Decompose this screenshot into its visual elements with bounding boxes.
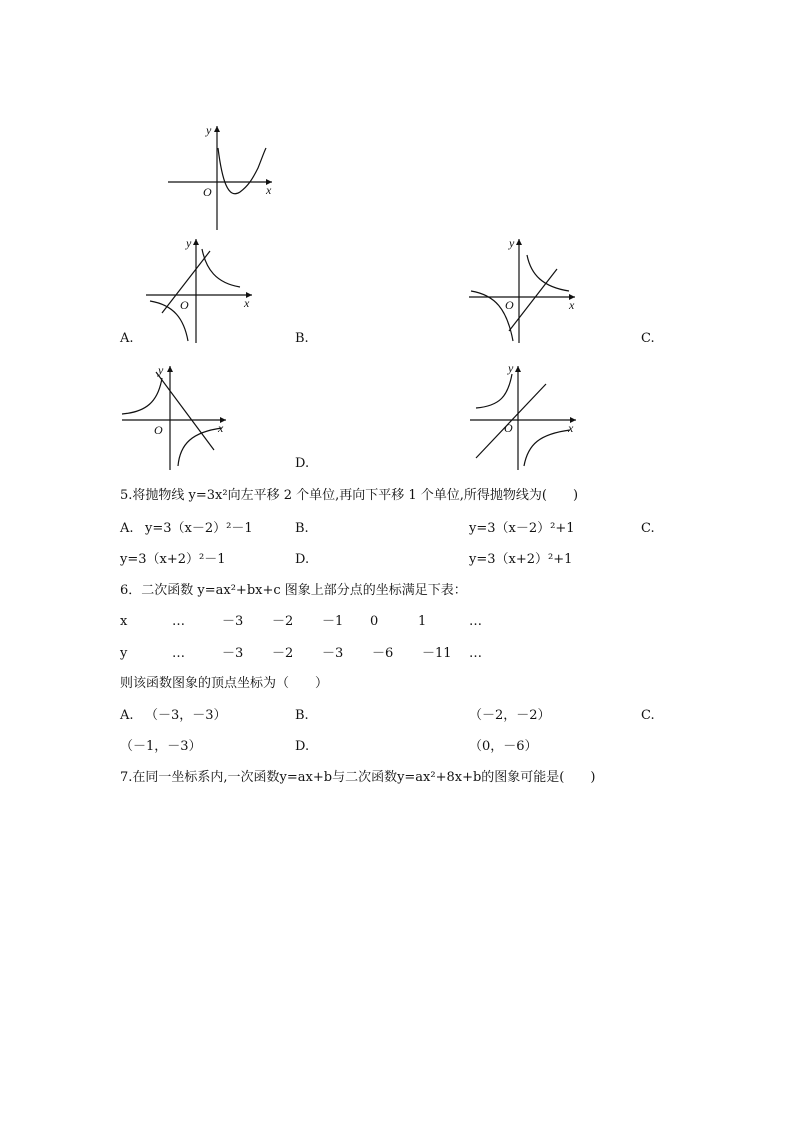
- x-axis-label: x: [244, 296, 250, 310]
- y-axis-label: y: [508, 361, 514, 375]
- q5-option-c-text[interactable]: y=3（x+2）²－1: [120, 552, 226, 567]
- q6-option-a-text[interactable]: （－3，－3）: [145, 708, 227, 723]
- q6-option-c-text[interactable]: （－1，－3）: [120, 739, 202, 754]
- hyperbola-branch-1: [122, 378, 162, 414]
- q6-option-a-label[interactable]: A.: [120, 708, 134, 723]
- q5-option-d-label[interactable]: D.: [295, 552, 310, 567]
- y-axis-arrow: [515, 366, 521, 372]
- table-cell: －2: [272, 614, 294, 629]
- table-cell: －3: [222, 614, 244, 629]
- line-graph: [156, 372, 214, 450]
- q6-option-d-label[interactable]: D.: [295, 739, 310, 754]
- table-cell: －3: [222, 646, 244, 661]
- q6-option-b-label[interactable]: B.: [295, 708, 309, 723]
- table-cell: －1: [322, 614, 344, 629]
- y-axis-arrow: [214, 126, 220, 132]
- y-axis-label: y: [206, 123, 212, 137]
- q4-option-a-label[interactable]: A.: [120, 331, 134, 346]
- q5-option-b-label[interactable]: B.: [295, 521, 309, 536]
- option-b-graph: [465, 233, 585, 345]
- origin-label: O: [180, 298, 189, 312]
- table-cell: …: [172, 614, 185, 629]
- table-cell: －2: [272, 646, 294, 661]
- hyperbola-branch-1: [476, 374, 512, 408]
- origin-label: O: [203, 185, 212, 199]
- q5-option-a-text[interactable]: y=3（x－2）²－1: [145, 521, 253, 536]
- option-d-graph: [466, 360, 586, 472]
- origin-label: O: [504, 421, 513, 435]
- q6-option-d-text[interactable]: （0，－6）: [469, 739, 538, 754]
- hyperbola-branch-2: [524, 430, 570, 466]
- q6-option-b-text[interactable]: （－2，－2）: [469, 708, 551, 723]
- parabola-curve: [218, 148, 266, 194]
- table-cell: 1: [418, 614, 427, 629]
- q5-stem: 5.将抛物线 y=3x²向左平移 2 个单位,再向下平移 1 个单位,所得抛物线为( ): [120, 488, 579, 503]
- y-axis-arrow: [516, 239, 522, 245]
- option-c-graph: [118, 362, 238, 472]
- q6-question: 则该函数图象的顶点坐标为（ ）: [120, 676, 329, 691]
- y-axis-label: y: [158, 363, 164, 377]
- line-graph: [509, 269, 557, 331]
- table-cell: －6: [372, 646, 394, 661]
- y-axis-arrow: [193, 239, 199, 245]
- y-axis-label: y: [186, 236, 192, 250]
- q5-option-a-label[interactable]: A.: [120, 521, 134, 536]
- table-cell: x: [120, 614, 128, 629]
- x-axis-label: x: [568, 421, 574, 435]
- table-cell: 0: [370, 614, 379, 629]
- q5-option-b-text[interactable]: y=3（x－2）²+1: [469, 521, 575, 536]
- table-cell: …: [469, 646, 482, 661]
- option-a-graph: [140, 235, 260, 345]
- q4-option-c-label[interactable]: C.: [641, 331, 655, 346]
- q4-option-b-label[interactable]: B.: [295, 331, 309, 346]
- origin-label: O: [154, 423, 163, 437]
- q4-option-d-label[interactable]: D.: [295, 456, 310, 471]
- origin-label: O: [505, 298, 514, 312]
- x-axis-label: x: [569, 298, 575, 312]
- hyperbola-branch-1: [527, 255, 569, 291]
- table-cell: …: [469, 614, 482, 629]
- q7-stem: 7.在同一坐标系内,一次函数y=ax+b与二次函数y=ax²+8x+b的图象可能是( ): [120, 770, 596, 785]
- x-axis-label: x: [218, 421, 224, 435]
- y-axis-arrow: [167, 366, 173, 372]
- q6-option-c-label[interactable]: C.: [641, 708, 655, 723]
- table-cell: …: [172, 646, 185, 661]
- table-cell: －11: [422, 646, 452, 661]
- y-axis-label: y: [509, 236, 515, 250]
- x-axis-label: x: [266, 183, 272, 197]
- reference-parabola-graph: [160, 120, 280, 235]
- table-cell: y: [120, 646, 128, 661]
- table-cell: －3: [322, 646, 344, 661]
- q5-option-d-text[interactable]: y=3（x+2）²+1: [469, 552, 573, 567]
- q6-stem: 6．二次函数 y=ax²+bx+c 图象上部分点的坐标满足下表：: [120, 583, 467, 598]
- q5-option-c-label[interactable]: C.: [641, 521, 655, 536]
- hyperbola-branch-2: [178, 428, 222, 466]
